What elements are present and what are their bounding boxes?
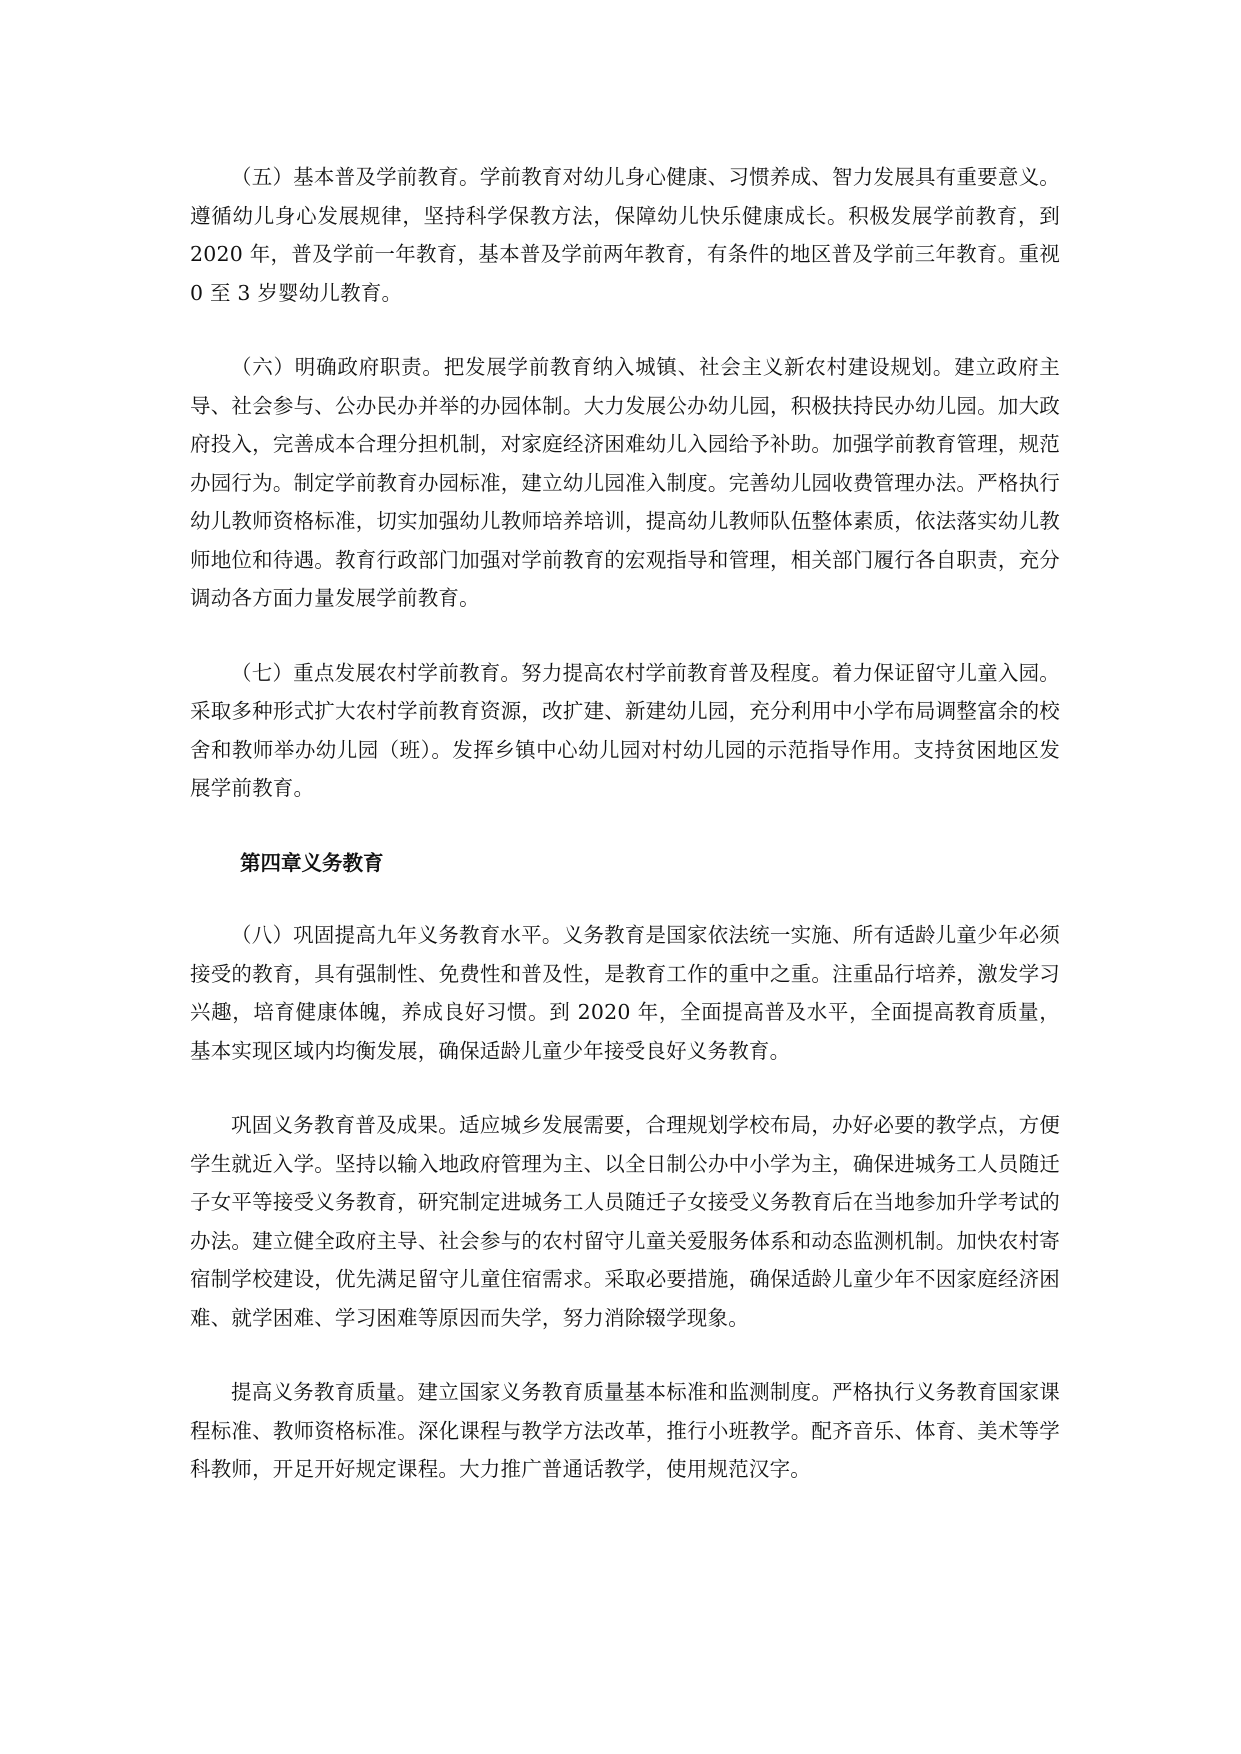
chapter-heading: 第四章义务教育 xyxy=(240,850,384,875)
paragraph-preschool-basic: （五）基本普及学前教育。学前教育对幼儿身心健康、习惯养成、智力发展具有重要意义。遵循幼儿身心发展规律，坚持科学保教方法，保障幼儿快乐健康成长。积极发展学前教育，到 2020 年，普及学前一年教育，基本普及学前两年教育，有条件的地区普及学前三年教育。重视 0 至 3 岁婴幼儿教育。 xyxy=(190,165,1060,305)
paragraph-government-duties: （六）明确政府职责。把发展学前教育纳入城镇、社会主义新农村建设规划。建立政府主导、社会参与、公办民办并举的办园体制。大力发展公办幼儿园，积极扶持民办幼儿园。加大政府投入，完善成本合理分担机制，对家庭经济困难幼儿入园给予补助。加强学前教育管理，规范办园行为。制定学前教育办园标准，建立幼儿园准入制度。完善幼儿园收费管理办法。严格执行幼儿教师资格标准，切实加强幼儿教师培养培训，提高幼儿教师队伍整体素质，依法落实幼儿教师地位和待遇。教育行政部门加强对学前教育的宏观指导和管理，相关部门履行各自职责，充分调动各方面力量发展学前教育。 xyxy=(190,355,1060,610)
paragraph-improve-quality: 提高义务教育质量。建立国家义务教育质量基本标准和监测制度。严格执行义务教育国家课程标准、教师资格标准。深化课程与教学方法改革，推行小班教学。配齐音乐、体育、美术等学科教师，开足开好规定课程。大力推广普通话教学，使用规范汉字。 xyxy=(190,1380,1060,1481)
paragraph-consolidate-popularization: 巩固义务教育普及成果。适应城乡发展需要，合理规划学校布局，办好必要的教学点，方便学生就近入学。坚持以输入地政府管理为主、以全日制公办中小学为主，确保进城务工人员随迁子女平等接受义务教育，研究制定进城务工人员随迁子女接受义务教育后在当地参加升学考试的办法。建立健全政府主导、社会参与的农村留守儿童关爱服务体系和动态监测机制。加快农村寄宿制学校建设，优先满足留守儿童住宿需求。采取必要措施，确保适龄儿童少年不因家庭经济困难、就学困难、学习困难等原因而失学，努力消除辍学现象。 xyxy=(190,1113,1060,1330)
paragraph-compulsory-education-level: （八）巩固提高九年义务教育水平。义务教育是国家依法统一实施、所有适龄儿童少年必须接受的教育，具有强制性、免费性和普及性，是教育工作的重中之重。注重品行培养，激发学习兴趣，培育健康体魄，养成良好习惯。到 2020 年，全面提高普及水平，全面提高教育质量，基本实现区域内均衡发展，确保适龄儿童少年接受良好义务教育。 xyxy=(190,923,1060,1063)
paragraph-rural-preschool: （七）重点发展农村学前教育。努力提高农村学前教育普及程度。着力保证留守儿童入园。采取多种形式扩大农村学前教育资源，改扩建、新建幼儿园，充分利用中小学布局调整富余的校舍和教师举办幼儿园（班）。发挥乡镇中心幼儿园对村幼儿园的示范指导作用。支持贫困地区发展学前教育。 xyxy=(190,660,1060,800)
document-page xyxy=(190,158,1060,1489)
